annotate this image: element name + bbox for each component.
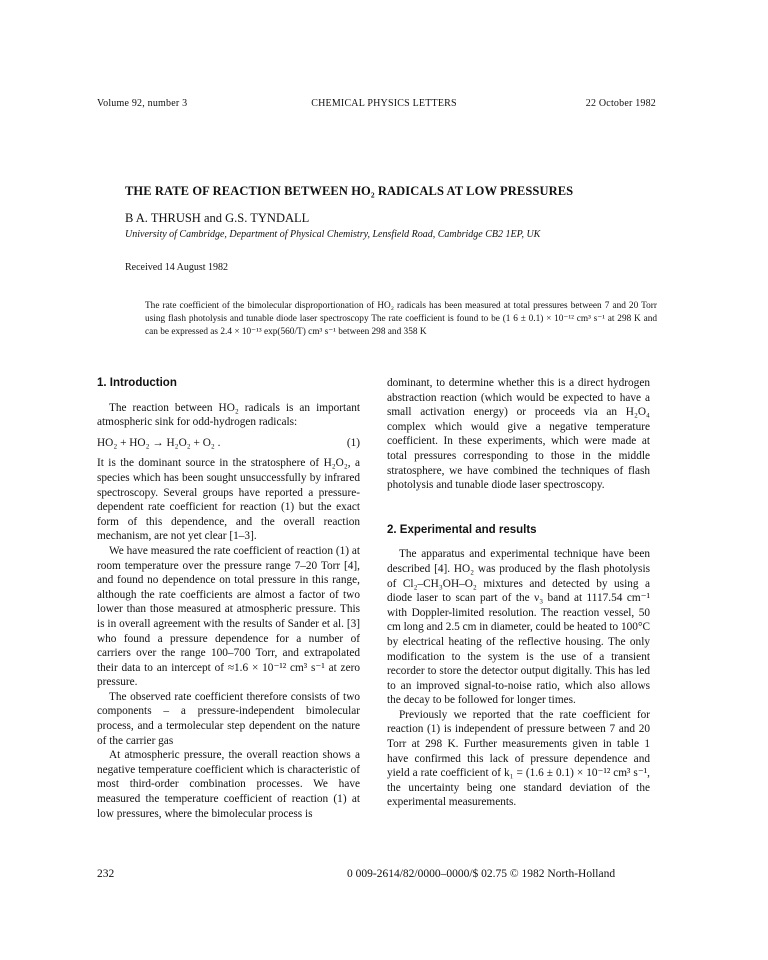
- section-spacer: [387, 493, 650, 523]
- paragraph: The reaction between HO₂ radicals is an important atmospheric sink for odd-hydrogen radicals:: [97, 401, 360, 429]
- section-heading-introduction: 1. Introduction: [97, 377, 177, 389]
- paragraph: The observed rate coefficient therefore consists of two components – a pressure-independent bimolecular process, and a termolecular step dependent on the nature of the carrier gas: [97, 690, 360, 747]
- paragraph: We have measured the rate coefficient of reaction (1) at room temperature over the pressure range 7–20 Torr [4], and found no dependence on total pressure in this range, although the rate coefficients are almost a factor of two lower than those measured at atmospheric pressure. This is in overall agreement with the results of Sander et al. [3] who found a pressure dependence for a number of carriers over the range 100–700 Torr, and extrapolated their data to an intercept of ≈1.6 × 10⁻¹² cm³ s⁻¹ at zero pressure.: [97, 544, 360, 689]
- left-column: [97, 376, 360, 821]
- section-heading-experimental: 2. Experimental and results: [387, 523, 537, 536]
- running-header-date: 22 October 1982: [585, 98, 656, 109]
- paragraph: The apparatus and experimental technique have been described [4]. HO₂ was produced by the flash photolysis of Cl₂–CH₃OH–O₂ mixtures and detected by using a diode laser to scan part of the ν₃ band at 1117.54 cm⁻¹ with Doppler-limited resolution. The reaction vessel, 50 cm long and 2.5 cm in diameter, could be heated to 100°C by electrical heating of the reflective housing. The only modification to the system is the use of a transient recorder to store the detector output digitally. This has led to an improved signal-to-noise ratio, which also allows the decay to be followed for longer times.: [387, 548, 650, 707]
- paragraph: At atmospheric pressure, the overall reaction shows a negative temperature coefficient which is characteristic of most third-order combination processes. We have measured the temperature coefficient of reaction (1) at low pressures, where the bimolecular process is: [97, 749, 360, 820]
- abstract: The rate coefficient of the bimolecular disproportionation of HO₂ radicals has been measured at total pressures between 7 and 20 Torr using flash photolysis and tunable diode laser spectroscopy The rate coefficient is found to be (1 6 ± 0.1) × 10⁻¹² cm³ s⁻¹ at 298 K and can be expressed as 2.4 × 10⁻¹³ exp(560/T) cm³ s⁻¹ between 298 and 358 K: [145, 301, 657, 337]
- received-date: Received 14 August 1982: [125, 262, 229, 273]
- page-number: 232: [97, 868, 115, 880]
- right-column: [387, 376, 650, 810]
- paragraph: dominant, to determine whether this is a direct hydrogen abstraction reaction (which would be expected to have a small activation energy) or proceeds via an H₂O₄ complex which would give a negative temperature coefficient. In these experiments, which were made at total pressures corresponding to those in the middle stratosphere, we have combined the techniques of flash photolysis and tunable diode laser spectroscopy.: [387, 377, 650, 492]
- author-affiliation: University of Cambridge, Department of Physical Chemistry, Lensfield Road, Cambridge CB2 1EP, UK: [125, 229, 541, 240]
- equation-number: (1): [346, 436, 360, 449]
- author-list: B A. THRUSH and G.S. TYNDALL: [125, 211, 310, 225]
- paragraph: Previously we reported that the rate coefficient for reaction (1) is independent of pressure between 7 and 20 Torr at 298 K. Further measurements given in table 1 have confirmed this lack of pressure dependence and yield a rate coefficient of k₁ = (1.6 ± 0.1) × 10⁻¹² cm³ s⁻¹, the uncertainty being one standard deviation of the experimental measurements.: [387, 708, 650, 809]
- equation: [97, 436, 360, 451]
- running-header-journal: CHEMICAL PHYSICS LETTERS: [311, 98, 457, 109]
- running-header-volume: Volume 92, number 3: [97, 98, 188, 109]
- publisher-imprint: 0 009-2614/82/0000–0000/$ 02.75 © 1982 North-Holland: [347, 868, 616, 880]
- paragraph: It is the dominant source in the stratosphere of H₂O₂, a species which has been sought unsuccessfully by infrared spectroscopy. Several groups have reported a pressure-dependent rate coefficient for reaction (1) but the exact form of this dependence, and the overall reaction mechanism, are not yet clear [1–3].: [97, 457, 360, 543]
- equation-body: HO₂ + HO₂ → H₂O₂ + O₂ .: [97, 436, 221, 449]
- paper-title: THE RATE OF REACTION BETWEEN HO₂ RADICALS AT LOW PRESSURES: [125, 184, 574, 198]
